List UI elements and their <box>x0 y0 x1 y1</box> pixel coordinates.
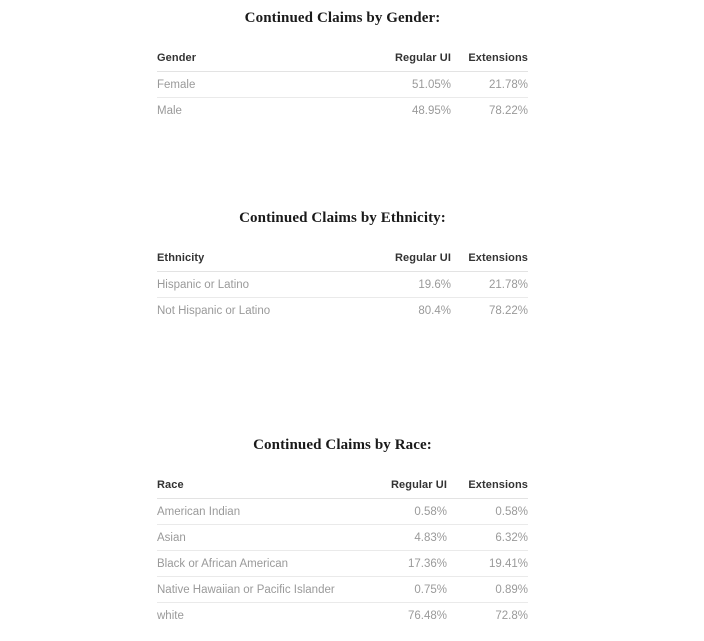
cell-label: American Indian <box>157 499 372 525</box>
column-header-race: Race <box>157 479 372 499</box>
table-wrapper-race <box>157 479 528 628</box>
table-gender <box>157 52 528 123</box>
table-row <box>157 603 528 629</box>
column-header-gender: Gender <box>157 52 333 72</box>
table-race <box>157 479 528 628</box>
cell-extensions: 72.8% <box>495 610 528 622</box>
table-row <box>157 298 528 324</box>
table-row <box>157 525 528 551</box>
column-header-ethnicity: Ethnicity <box>157 252 333 272</box>
section-gender <box>157 8 528 123</box>
cell-extensions: 21.78% <box>451 272 528 298</box>
section-race-title: Continued Claims by Race: <box>253 437 432 453</box>
column-header-extensions: Extensions <box>451 252 528 272</box>
cell-regular-ui: 48.95% <box>411 105 451 117</box>
table-header-row <box>157 252 528 272</box>
cell-label: Hispanic or Latino <box>157 272 333 298</box>
cell-label: Female <box>157 72 333 98</box>
section-gender-title: Continued Claims by Gender: <box>244 10 441 26</box>
table-row <box>157 499 528 525</box>
column-header-regular-ui: Regular UI <box>372 479 447 499</box>
cell-label: Male <box>157 105 182 117</box>
cell-regular-ui: 51.05% <box>333 72 451 98</box>
cell-regular-ui: 76.48% <box>407 610 447 622</box>
cell-extensions: 0.89% <box>447 577 528 603</box>
cell-extensions: 0.58% <box>447 499 528 525</box>
cell-label: Asian <box>157 525 372 551</box>
cell-regular-ui: 19.6% <box>333 272 451 298</box>
table-header-row <box>157 52 528 72</box>
table-row <box>157 72 528 98</box>
cell-extensions: 78.22% <box>488 105 528 117</box>
column-header-extensions: Extensions <box>447 479 528 499</box>
cell-extensions: 78.22% <box>488 305 528 317</box>
column-header-extensions: Extensions <box>451 52 528 72</box>
section-ethnicity <box>157 208 528 323</box>
table-row <box>157 272 528 298</box>
cell-label: white <box>157 610 184 622</box>
section-ethnicity-title: Continued Claims by Ethnicity: <box>239 210 446 226</box>
table-wrapper-ethnicity <box>157 252 528 323</box>
cell-label: Not Hispanic or Latino <box>157 305 271 317</box>
cell-label: Black or African American <box>157 551 372 577</box>
cell-regular-ui: 0.75% <box>372 577 447 603</box>
table-wrapper-gender <box>157 52 528 123</box>
cell-regular-ui: 17.36% <box>372 551 447 577</box>
cell-regular-ui: 0.58% <box>372 499 447 525</box>
cell-extensions: 19.41% <box>447 551 528 577</box>
table-row <box>157 551 528 577</box>
cell-extensions: 6.32% <box>447 525 528 551</box>
table-row <box>157 577 528 603</box>
table-row <box>157 98 528 124</box>
section-race <box>157 435 528 628</box>
cell-extensions: 21.78% <box>451 72 528 98</box>
cell-label: Native Hawaiian or Pacific Islander <box>157 577 372 603</box>
table-ethnicity <box>157 252 528 323</box>
table-header-row <box>157 479 528 499</box>
cell-regular-ui: 4.83% <box>372 525 447 551</box>
column-header-regular-ui: Regular UI <box>333 52 451 72</box>
cell-regular-ui: 80.4% <box>418 305 451 317</box>
column-header-regular-ui: Regular UI <box>333 252 451 272</box>
